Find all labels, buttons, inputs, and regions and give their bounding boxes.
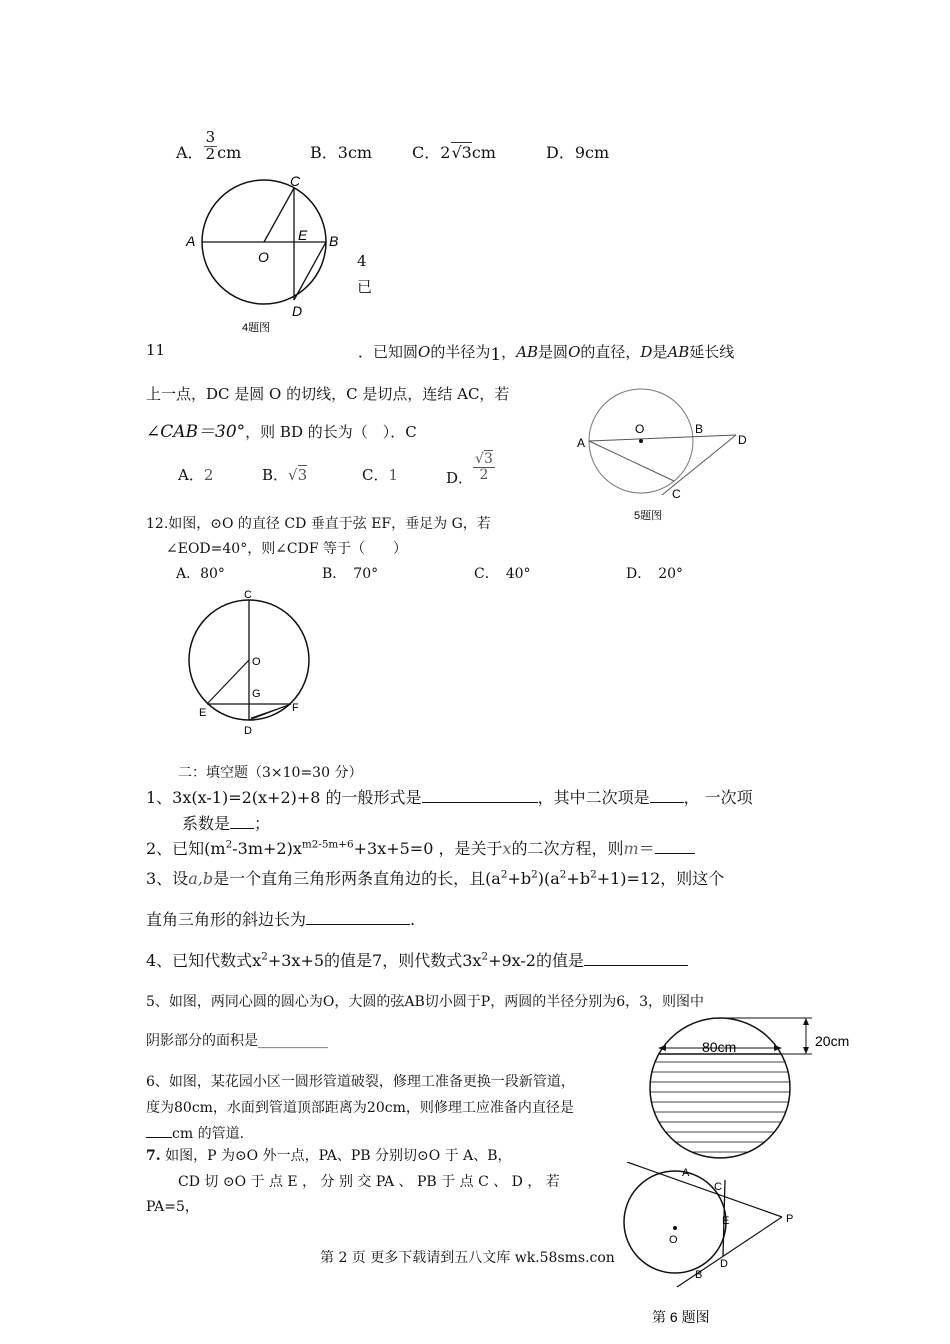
fig7-tangent-pa xyxy=(627,1162,782,1217)
q4-margin-number: 4 xyxy=(357,252,367,270)
q12-option-b: B． 70° xyxy=(322,566,379,582)
q11-number: 11 xyxy=(146,341,166,359)
fill6-line1: 6、如图，某花园小区一圆形管道破裂，修理工准备更换一段新管道， xyxy=(146,1074,575,1090)
q10-option-c: C．2√3cm xyxy=(412,143,496,162)
fig4-label-o: O xyxy=(258,249,269,265)
fill3-line2: 直角三角形的斜边长为 . xyxy=(146,910,416,929)
fig5-line-ad xyxy=(589,435,736,441)
page-footer: 第 2 页 更多下载请到五八文库 wk.58sms.con xyxy=(320,1250,615,1266)
fig7-label-d: D xyxy=(720,1258,728,1270)
fig7-circle xyxy=(624,1171,726,1273)
fig7-label-c: C xyxy=(714,1181,722,1193)
fill7-line1: 7. 如图，P 为⊙O 外一点，PA、PB 分别切⊙O 于 A、B， xyxy=(146,1148,512,1164)
fig7-label-b: B xyxy=(695,1269,703,1281)
fill7-line3: PA=5， xyxy=(146,1199,199,1215)
q11-line2: 上一点，DC 是圆 O 的切线，C 是切点，连结 AC，若 xyxy=(146,385,510,403)
fill1-blank-general-form[interactable] xyxy=(422,786,538,803)
fig4-segment-bd xyxy=(294,242,326,300)
figure-7 xyxy=(612,1162,812,1344)
fill1-blank-quadratic-term[interactable] xyxy=(650,786,684,803)
q10-option-a: A． $\frac{3}{2}$ cm xyxy=(176,128,242,163)
fig5-center-dot xyxy=(639,439,643,443)
fig12-segment-oe xyxy=(207,660,249,704)
q10-option-b: B．3cm xyxy=(310,143,373,162)
fig5-label-d: D xyxy=(738,433,747,447)
fig5-label-b: B xyxy=(695,422,704,436)
fill4-blank[interactable] xyxy=(584,949,688,966)
fig7-tangent-pb xyxy=(677,1217,782,1287)
fig12-label-g: G xyxy=(252,688,261,700)
fill5-line2: 阴影部分的面积是__________ xyxy=(146,1033,328,1049)
q11-option-a: A．2 xyxy=(178,466,214,484)
fig7-center-dot xyxy=(673,1226,677,1230)
q11-option-d: D． $\frac{√3}{2}$ xyxy=(446,451,493,488)
fig12-label-o: O xyxy=(252,656,261,668)
fig4-label-e: E xyxy=(298,227,308,243)
q10-option-d: D．9cm xyxy=(546,143,610,162)
q12-option-a: A．80° xyxy=(176,566,225,582)
fig7-label-a: A xyxy=(682,1167,690,1179)
fig12-label-d: D xyxy=(244,725,252,737)
q11-line1: ．已知圆O的半径为1，AB是圆O的直径，D是AB延长线 xyxy=(358,343,735,365)
fig4-segment-oc xyxy=(264,188,294,242)
q11-option-b: B．√3 xyxy=(262,466,308,484)
fill6-line3: cm 的管道. xyxy=(146,1123,244,1143)
q11-options xyxy=(178,452,518,498)
q12-option-c: C． 40° xyxy=(474,566,531,582)
pipe-label-height: 20cm xyxy=(815,1033,850,1049)
figure-pipe xyxy=(640,1010,870,1168)
figure-5 xyxy=(572,385,762,525)
fig4-caption: 4题图 xyxy=(242,322,271,334)
fig5-label-o: O xyxy=(635,422,645,436)
fill2: 2、已知$(m^2-3m+2)x^{m2-5m+6}+3x+5=0$ ，是关于x的二次方程，则m＝ xyxy=(146,836,695,859)
fig4-label-a: A xyxy=(186,233,196,249)
fig4-label-d: D xyxy=(292,303,303,319)
q12-option-d: D． 20° xyxy=(626,566,684,582)
q11-option-c: C．1 xyxy=(362,466,399,484)
section2-title: 二：填空题（3×10=30 分） xyxy=(178,765,363,781)
fill2-blank[interactable] xyxy=(655,837,695,854)
fig12-label-e: E xyxy=(199,707,207,719)
fill7-line2: CD 切 ⊙O 于 点 E ， 分 别 交 PA 、 PB 于 点 C 、 D ， 若 xyxy=(178,1174,560,1190)
q11-line3: ∠CAB＝30°，则 BD 的长为（ ）．C xyxy=(146,422,417,442)
fill5-line1: 5、如图，两同心圆的圆心为O，大圆的弦AB切小圆于P，两圆的半径分别为6，3，则图中 xyxy=(146,994,705,1010)
fill3-line1: 3、设a,b是一个直角三角形两条直角边的长，且$(a^2+b^2)(a^2+b^2+1)=12$，则这个 xyxy=(146,868,725,888)
fill4: 4、已知代数式$x^2+3x+5$的值是7，则代数式$3x^2+9x-2$的值是 xyxy=(146,948,688,971)
fill3-blank[interactable] xyxy=(306,908,410,925)
fill6-blank[interactable] xyxy=(146,1123,172,1138)
figure-4 xyxy=(180,172,350,342)
fig5-tangent-dc xyxy=(662,435,736,495)
fig4-label-b: B xyxy=(329,233,339,249)
fig4-label-c: C xyxy=(290,173,301,189)
fig7-label-o: O xyxy=(669,1234,678,1246)
fig5-label-a: A xyxy=(577,436,586,450)
pipe-water xyxy=(640,1062,810,1152)
fig5-label-c: C xyxy=(672,487,681,501)
q4-margin-char: 已 xyxy=(357,278,373,296)
fig7-label-e: E xyxy=(722,1215,730,1227)
q12-options xyxy=(176,563,716,583)
fill1-line2: 系数是 ； xyxy=(182,814,271,833)
fill6-line2: 度为80cm，水面到管道顶部距离为20cm，则修理工应准备内直径是 xyxy=(146,1100,574,1116)
fig12-label-f: F xyxy=(292,702,299,714)
fig7-label-p: P xyxy=(786,1213,794,1225)
pipe-label-width: 80cm xyxy=(702,1039,737,1055)
q12-line2: ∠EOD=40°，则∠CDF 等于（ ） xyxy=(166,541,408,557)
fill1-blank-coefficient[interactable] xyxy=(230,812,254,829)
fig5-caption: 5题图 xyxy=(634,510,663,522)
fig7-caption: 第 6 题图 xyxy=(652,1309,710,1325)
q12-line1: 12.如图，⊙O 的直径 CD 垂直于弦 EF，垂足为 G，若 xyxy=(146,516,491,532)
fill1-line1: 1、3x(x-1)=2(x+2)+8 的一般形式是 ，其中二次项是 ， 一次项 xyxy=(146,788,753,807)
figure-12 xyxy=(188,587,318,739)
fig12-label-c: C xyxy=(244,589,252,601)
